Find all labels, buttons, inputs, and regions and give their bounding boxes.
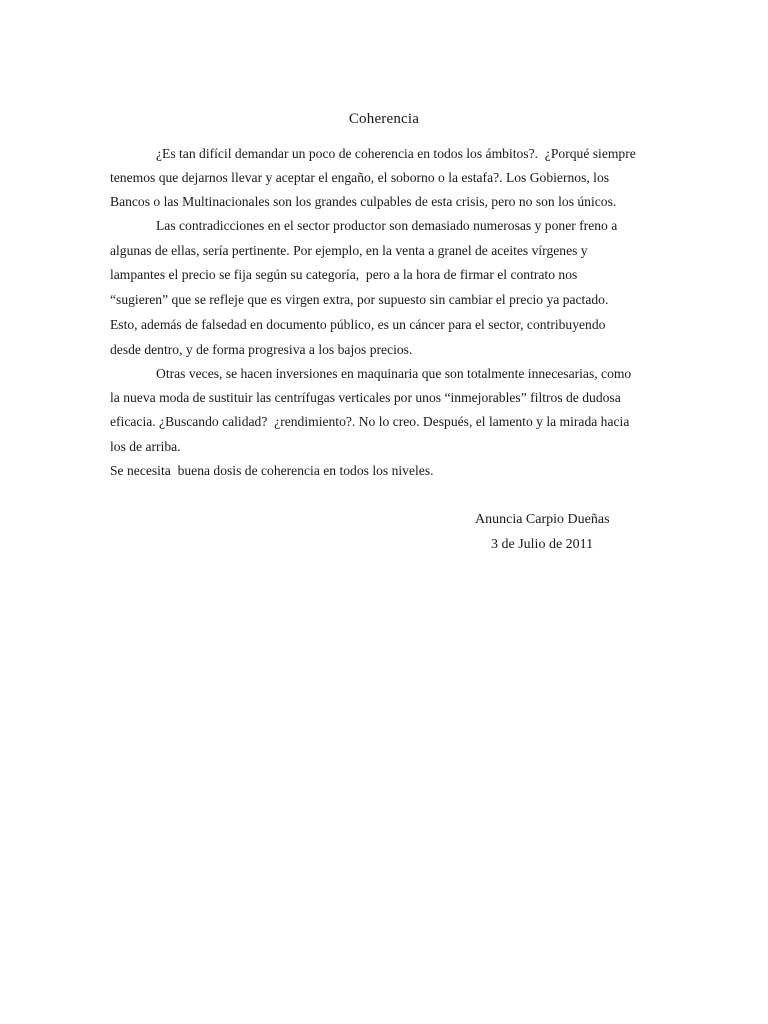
paragraph-line: Otras veces, se hacen inversiones en maquinaria que son totalmente innecesarias, como [156, 366, 632, 381]
paragraph-line: Se necesita buena dosis de coherencia en todos los niveles. [110, 463, 434, 478]
paragraph-line: los de arriba. [110, 439, 181, 454]
paragraph-line: Esto, además de falsedad en documento público, es un cáncer para el sector, contribuyendo [110, 317, 606, 332]
paragraph-line: algunas de ellas, sería pertinente. Por ejemplo, en la venta a granel de aceites vírgenes y [110, 243, 588, 258]
paragraph-line: tenemos que dejarnos llevar y aceptar el engaño, el soborno o la estafa?. Los Gobiernos, los [110, 170, 610, 185]
paragraph-line: Las contradicciones en el sector productor son demasiado numerosas y poner freno a [156, 218, 618, 233]
document-title: Coherencia [348, 111, 420, 127]
author-name: Anuncia Carpio Dueñas [475, 512, 610, 527]
paragraph-line: desde dentro, y de forma progresiva a los bajos precios. [110, 342, 413, 357]
paragraph-line: “sugieren” que se refleje que es virgen extra, por supuesto sin cambiar el precio ya pactado. [110, 292, 609, 307]
paragraph-line: eficacia. ¿Buscando calidad? ¿rendimiento?. No lo creo. Después, el lamento y la mirada hacia [110, 414, 630, 429]
paragraph-line: lampantes el precio se fija según su categoría, pero a la hora de firmar el contrato nos [110, 267, 578, 282]
paragraph-line: Bancos o las Multinacionales son los grandes culpables de esta crisis, pero no son los únicos. [110, 194, 617, 209]
document-date: 3 de Julio de 2011 [491, 537, 594, 552]
paragraph-line: ¿Es tan difícil demandar un poco de coherencia en todos los ámbitos?. ¿Porqué siempre [156, 146, 636, 161]
paragraph-line: la nueva moda de sustituir las centrífugas verticales por unos “inmejorables” filtros de dudosa [110, 390, 621, 405]
